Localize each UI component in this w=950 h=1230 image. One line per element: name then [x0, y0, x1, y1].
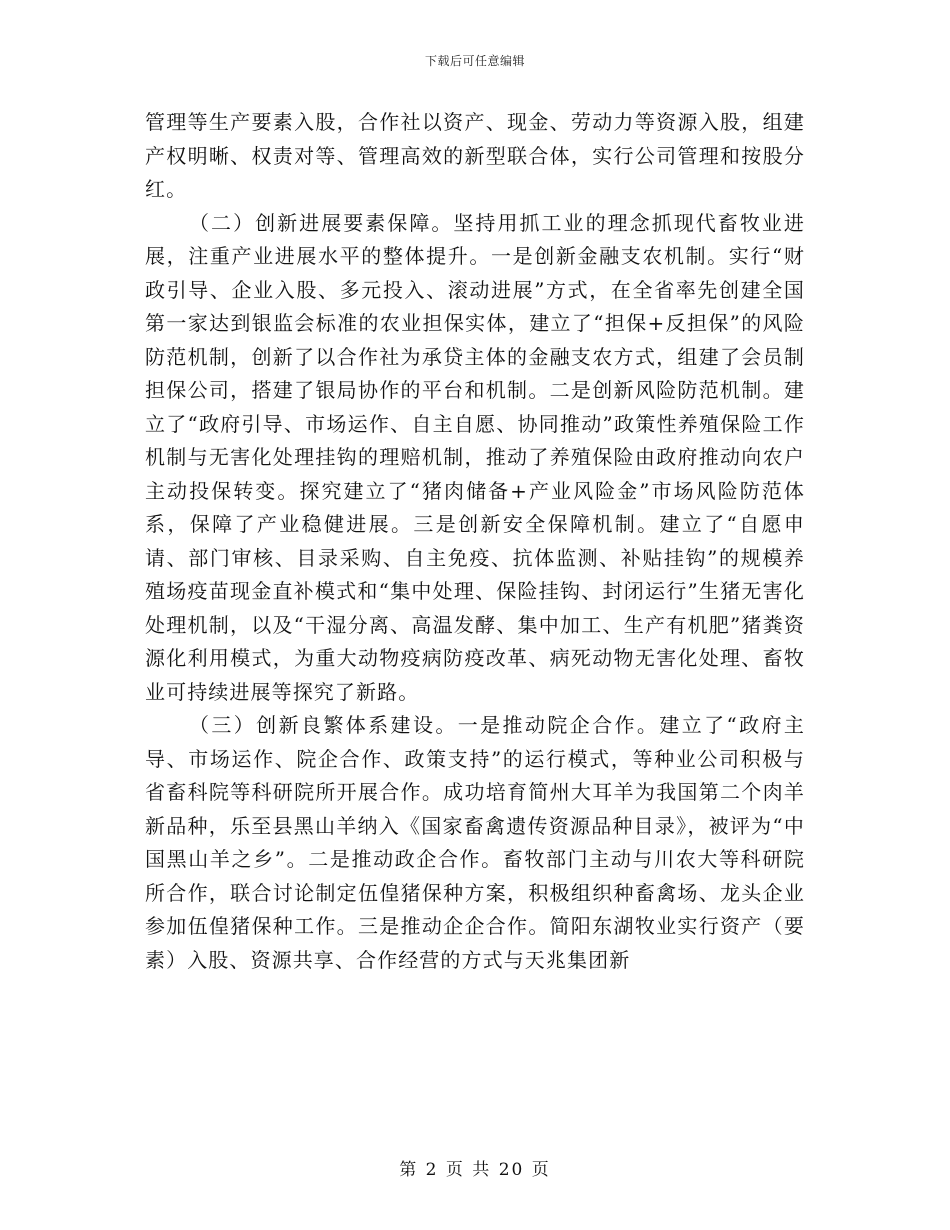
paragraph-2: （二）创新进展要素保障。坚持用抓工业的理念抓现代畜牧业进展，注重产业进展水平的整体提升。一是创新金融支农机制。实行“财政引导、企业入股、多元投入、滚动进展”方式，在全省率先创建全国第一家达到银监会标准的农业担保实体，建立了“担保+反担保”的风险防范机制，创新了以合作社为承贷主体的金融支农方式，组建了会员制担保公司，搭建了银局协作的平台和机制。二是创新风险防范机制。建立了“政府引导、市场运作、自主自愿、协同推动”政策性养殖保险工作机制与无害化处理挂钩的理赔机制，推动了养殖保险由政府推动向农户主动投保转变。探究建立了“猪肉储备+产业风险金”市场风险防范体系，保障了产业稳健进展。三是创新安全保障机制。建立了“自愿申请、部门审核、目录采购、自主免疫、抗体监测、补贴挂钩”的规模养殖场疫苗现金直补模式和“集中处理、保险挂钩、封闭运行”生猪无害化处理机制，以及“干湿分离、高温发酵、集中加工、生产有机肥”猪粪资源化利用模式，为重大动物疫病防疫改革、病死动物无害化处理、畜牧业可持续进展等探究了新路。	[145, 210, 805, 704]
page-number-footer: 第 2 页 共 20 页	[399, 1160, 551, 1180]
document-body	[145, 106, 805, 977]
page-header: 下载后可任意编辑	[424, 54, 525, 68]
paragraph-1: 管理等生产要素入股，合作社以资产、现金、劳动力等资源入股，组建产权明晰、权责对等、管理高效的新型联合体，实行公司管理和按股分红。	[145, 110, 805, 201]
paragraph-3: （三）创新良繁体系建设。一是推动院企合作。建立了“政府主导、市场运作、院企合作、政策支持”的运行模式，等种业公司积极与省畜科院等科研院所开展合作。成功培育简州大耳羊为我国第二个肉羊新品种，乐至县黑山羊纳入《国家畜禽遗传资源品种目录》，被评为“中国黑山羊之乡”。二是推动政企合作。畜牧部门主动与川农大等科研院所合作，联合讨论制定伍偟猪保种方案，积极组织种畜禽场、龙头企业参加伍偟猪保种工作。三是推动企企合作。简阳东湖牧业实行资产（要素）入股、资源共享、合作经营的方式与天兆集团新	[145, 713, 805, 972]
